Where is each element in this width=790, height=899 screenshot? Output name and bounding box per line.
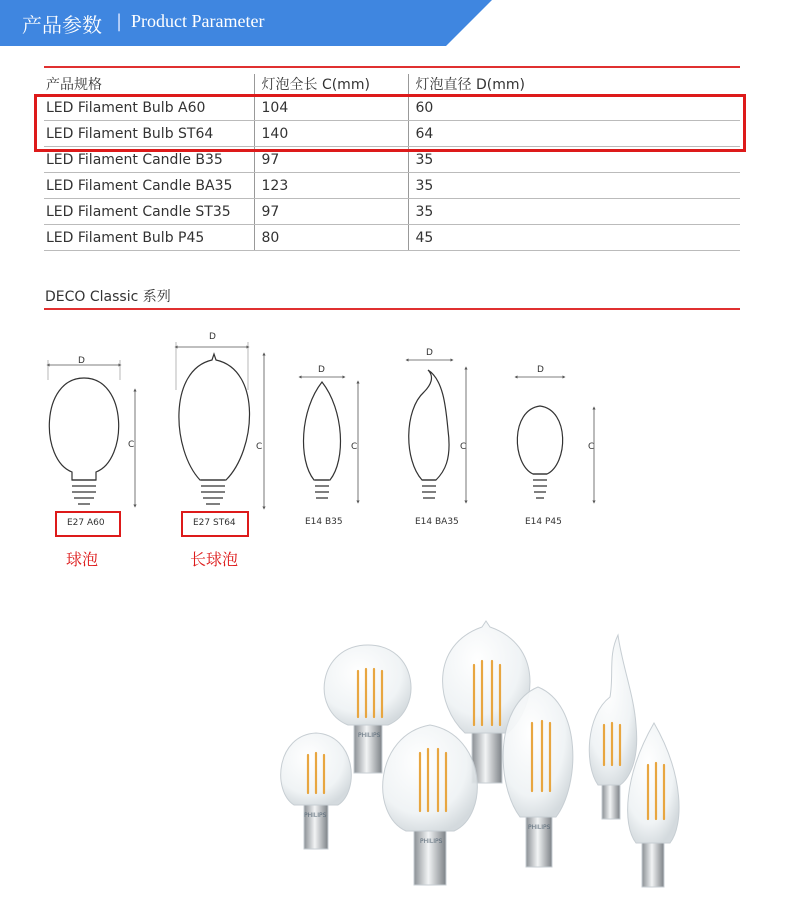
bulb-p45-outline xyxy=(516,377,594,502)
bulb-code-ba35: E14 BA35 xyxy=(415,517,459,527)
dim-c-label: C xyxy=(128,440,135,450)
header-banner xyxy=(0,0,790,46)
bulb-outlines xyxy=(0,320,790,580)
cell-length: 97 xyxy=(254,199,408,225)
photo-bulb-st64-front xyxy=(503,687,573,867)
dim-d-label: D xyxy=(318,365,325,375)
header-length: 灯泡全长 C(mm) xyxy=(254,74,408,95)
cell-length: 140 xyxy=(254,121,408,147)
dim-c-label: C xyxy=(256,442,263,452)
dim-d-label: D xyxy=(537,365,544,375)
series-rule xyxy=(44,308,740,310)
bulb-ba35-outline xyxy=(407,360,466,502)
bulb-code-p45: E14 P45 xyxy=(525,517,562,527)
cell-diameter: 35 xyxy=(408,173,740,199)
bulb-code-a60: E27 A60 xyxy=(67,518,105,528)
cell-name: LED Filament Bulb P45 xyxy=(44,225,254,251)
svg-text:PHILIPS: PHILIPS xyxy=(304,812,327,819)
dim-d-label: D xyxy=(78,356,85,366)
cell-length: 123 xyxy=(254,173,408,199)
dimension-diagrams xyxy=(0,320,790,580)
cell-length: 80 xyxy=(254,225,408,251)
cell-diameter: 35 xyxy=(408,147,740,173)
bulb-code-st64: E27 ST64 xyxy=(193,518,236,528)
cell-name: LED Filament Candle ST35 xyxy=(44,199,254,225)
title-separator: | xyxy=(116,11,123,32)
bulb-cn-label-st64: 长球泡 xyxy=(190,550,239,569)
header-spec: 产品规格 xyxy=(44,74,254,95)
table-row xyxy=(44,199,740,225)
table-row xyxy=(44,173,740,199)
page-subtitle: Product Parameter xyxy=(131,11,265,31)
bulb-cn-label-a60: 球泡 xyxy=(66,550,99,569)
cell-length: 104 xyxy=(254,95,408,121)
series-title: DECO Classic 系列 xyxy=(45,289,171,305)
dim-d-label: D xyxy=(209,332,216,342)
cell-diameter: 35 xyxy=(408,199,740,225)
table-row xyxy=(44,225,740,251)
cell-length: 97 xyxy=(254,147,408,173)
bulb-code-b35: E14 B35 xyxy=(305,517,343,527)
bulb-a60-outline xyxy=(48,360,135,506)
bulb-b35-outline xyxy=(300,377,358,502)
bulb-st64-outline xyxy=(176,342,264,508)
product-photo xyxy=(270,605,700,895)
table-top-rule xyxy=(44,66,740,68)
cell-name: LED Filament Bulb ST64 xyxy=(44,121,254,147)
cell-name: LED Filament Candle BA35 xyxy=(44,173,254,199)
highlight-box-e27-rows xyxy=(34,94,746,152)
dim-c-label: C xyxy=(588,442,595,452)
cell-name: LED Filament Bulb A60 xyxy=(44,95,254,121)
svg-text:PHILIPS: PHILIPS xyxy=(420,838,443,845)
page-title: 产品参数 xyxy=(22,13,102,37)
photo-bulb-a60-front xyxy=(383,725,478,885)
svg-text:PHILIPS: PHILIPS xyxy=(358,732,381,739)
header-diameter: 灯泡直径 D(mm) xyxy=(408,74,740,95)
cell-name: LED Filament Candle B35 xyxy=(44,147,254,173)
dim-d-label: D xyxy=(426,348,433,358)
cell-diameter: 45 xyxy=(408,225,740,251)
svg-text:PHILIPS: PHILIPS xyxy=(528,824,551,831)
cell-diameter: 64 xyxy=(408,121,740,147)
dim-c-label: C xyxy=(351,442,358,452)
dim-c-label: C xyxy=(460,442,467,452)
table-header-row xyxy=(44,74,740,95)
cell-diameter: 60 xyxy=(408,95,740,121)
